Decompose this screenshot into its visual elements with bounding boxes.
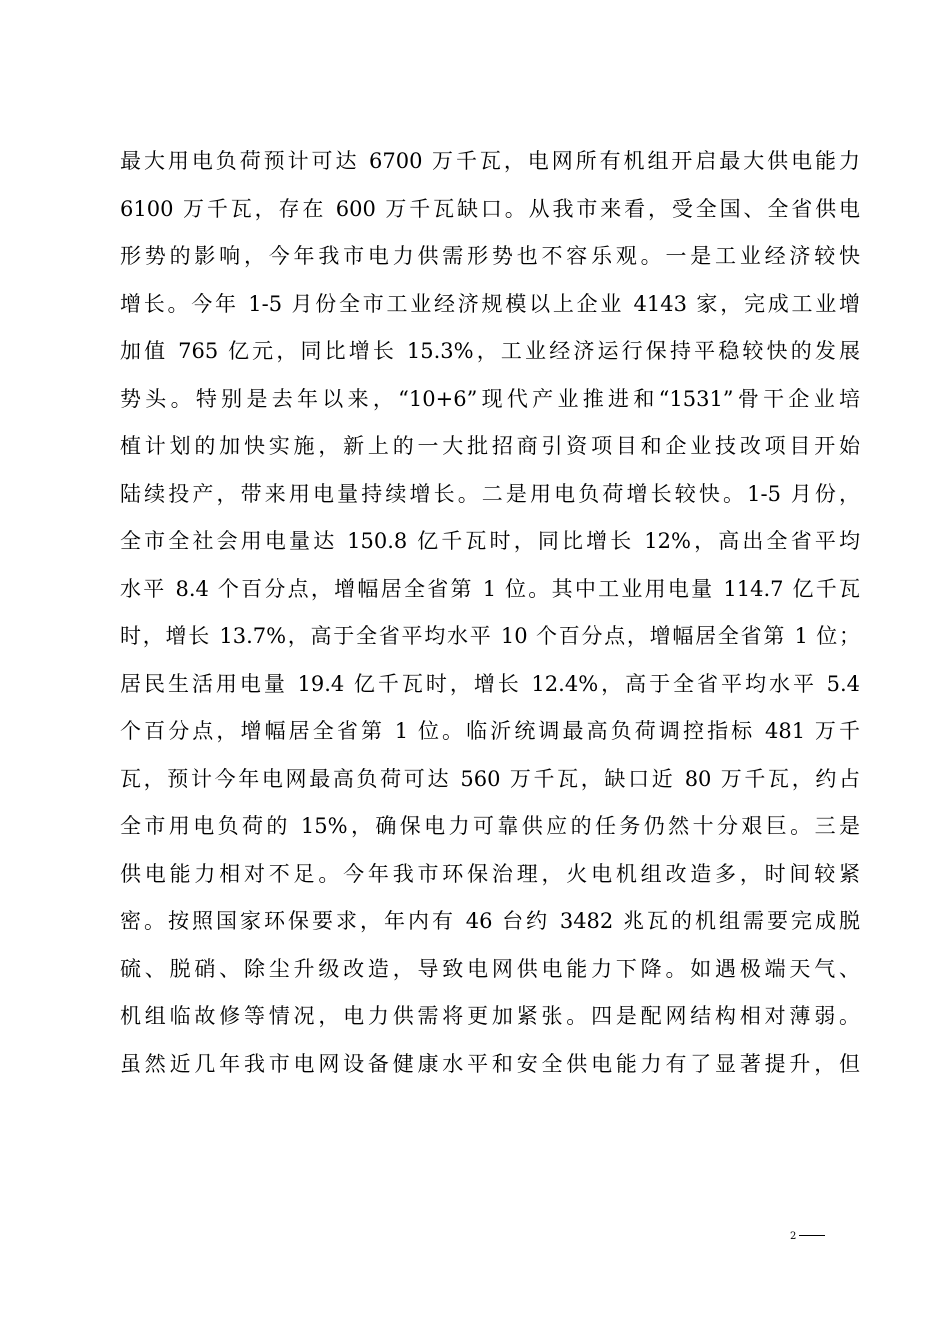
text-line-3: 形势的影响，今年我市电力供需形势也不容乐观。一是工业经济较快 (120, 244, 860, 268)
text-line-20: 虽然近几年我市电网设备健康水平和安全供电能力有了显著提升，但 (120, 1051, 860, 1076)
document-body (120, 138, 860, 1088)
page-number: 2 (790, 1231, 797, 1242)
footer-rule (799, 1235, 825, 1236)
text-line-6: 势头。特别是去年以来，“10+6”现代产业推进和“1531”骨干企业培 (120, 386, 860, 411)
text-line-13: 个百分点，增幅居全省第 1 位。临沂统调最高负荷调控指标 481 万千 (120, 719, 860, 743)
text-line-17: 密。按照国家环保要求，年内有 46 台约 3482 兆瓦的机组需要完成脱 (120, 909, 860, 933)
text-line-12: 居民生活用电量 19.4 亿千瓦时，增长 12.4%，高于全省平均水平 5.4 (120, 671, 860, 696)
text-line-9: 全市全社会用电量达 150.8 亿千瓦时，同比增长 12%，高出全省平均 (120, 529, 860, 553)
text-line-10: 水平 8.4 个百分点，增幅居全省第 1 位。其中工业用电量 114.7 亿千瓦 (120, 576, 860, 601)
text-line-1: 最大用电负荷预计可达 6700 万千瓦，电网所有机组开启最大供电能力 (120, 149, 860, 173)
text-line-14: 瓦，预计今年电网最高负荷可达 560 万千瓦，缺口近 80 万千瓦，约占 (120, 766, 860, 791)
text-line-16: 供电能力相对不足。今年我市环保治理，火电机组改造多，时间较紧 (120, 861, 860, 886)
text-line-2: 6100 万千瓦，存在 600 万千瓦缺口。从我市来看，受全国、全省供电 (120, 196, 860, 221)
text-line-8: 陆续投产，带来用电量持续增长。二是用电负荷增长较快。1-5 月份， (120, 481, 860, 506)
text-line-4: 增长。今年 1-5 月份全市工业经济规模以上企业 4143 家，完成工业增 (120, 291, 860, 316)
text-line-5: 加值 765 亿元，同比增长 15.3%，工业经济运行保持平稳较快的发展 (120, 339, 860, 363)
text-line-11: 时，增长 13.7%，高于全省平均水平 10 个百分点，增幅居全省第 1 位； (120, 624, 860, 648)
page-footer (790, 1223, 825, 1243)
text-line-15: 全市用电负荷的 15%，确保电力可靠供应的任务仍然十分艰巨。三是 (120, 814, 860, 838)
text-line-7: 植计划的加快实施，新上的一大批招商引资项目和企业技改项目开始 (120, 434, 860, 458)
text-line-19: 机组临故修等情况，电力供需将更加紧张。四是配网结构相对薄弱。 (120, 1004, 860, 1028)
text-line-18: 硫、脱硝、除尘升级改造，导致电网供电能力下降。如遇极端天气、 (120, 956, 860, 981)
